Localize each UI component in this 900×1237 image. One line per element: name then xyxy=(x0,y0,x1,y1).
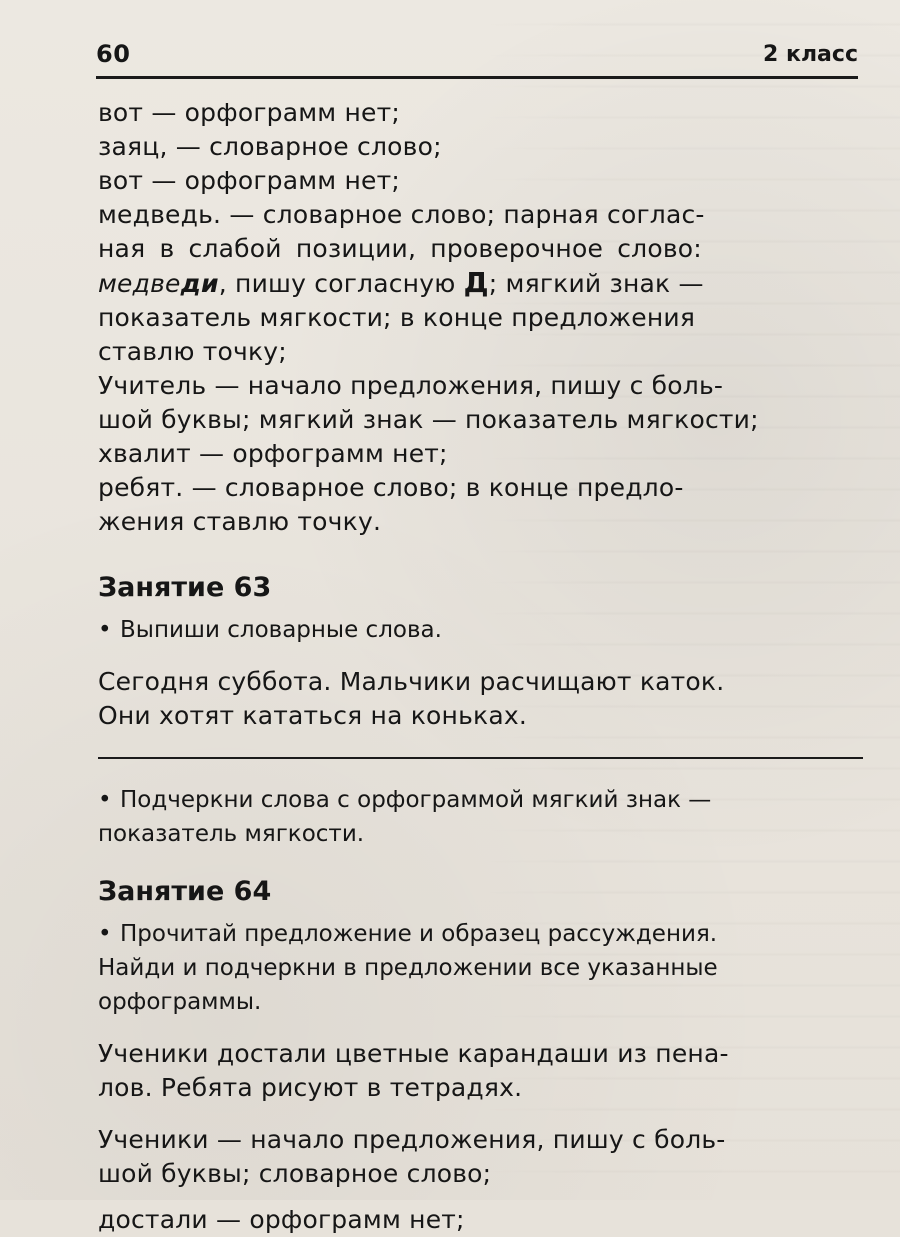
lesson-63-title: Занятие 63 xyxy=(98,572,272,603)
check-word-start: медве xyxy=(98,269,181,298)
text-line: хвалит — орфограмм нет; xyxy=(98,439,448,468)
lesson-63-task xyxy=(98,613,863,647)
bullet-icon: • xyxy=(98,787,112,813)
text-line-with-emphasis xyxy=(98,266,863,301)
lesson-64-title: Занятие 64 xyxy=(98,876,272,907)
text-line: медведь. — словарное слово; парная соглас- xyxy=(98,200,705,229)
text-fragment: , пишу согласную xyxy=(218,269,464,298)
text-line: Учитель — начало предложения, пишу с боль- xyxy=(98,371,724,400)
reasoning-line: достали — орфограмм нет; xyxy=(98,1205,465,1234)
page-content xyxy=(98,96,863,1237)
text-line: ребят. — словарное слово; в конце предло- xyxy=(98,473,684,502)
task-text: Прочитай предложение и образец рассуждения. xyxy=(120,921,718,947)
text-line: ная в слабой позиции, проверочное слово: xyxy=(98,234,702,263)
text-line: заяц, — словарное слово; xyxy=(98,132,442,161)
text-line: жения ставлю точку. xyxy=(98,507,382,536)
bullet-icon: • xyxy=(98,617,112,643)
reasoning-line: Ученики — начало предложения, пишу с боль- xyxy=(98,1125,726,1154)
task-text: Выпиши словарные слова. xyxy=(120,617,442,643)
reasoning-line: шой буквы; словарное слово; xyxy=(98,1159,492,1188)
text-fragment: ; мягкий знак — xyxy=(488,269,704,298)
task-text: Подчеркни слова с орфограммой мягкий знак — xyxy=(120,787,712,813)
bullet-icon: • xyxy=(98,921,112,947)
highlighted-letter: Д xyxy=(463,266,489,299)
check-word-ending: ди xyxy=(180,269,219,298)
page-header xyxy=(96,40,858,80)
lesson-64-task xyxy=(98,917,863,951)
exercise-text-line: Сегодня суббота. Мальчики расчищают каток. xyxy=(98,667,725,696)
text-line: ставлю точку; xyxy=(98,337,287,366)
exercise-text-line: лов. Ребята рисуют в тетрадях. xyxy=(98,1073,523,1102)
lesson-63-task-2 xyxy=(98,783,863,817)
task-text-continued: показатель мягкости. xyxy=(98,821,365,847)
task-text-continued: орфограммы. xyxy=(98,989,262,1015)
exercise-text-line: Они хотят кататься на коньках. xyxy=(98,701,527,730)
task-text-continued: Найди и подчеркни в предложении все указанные xyxy=(98,955,718,981)
header-rule xyxy=(96,76,858,79)
text-line: шой буквы; мягкий знак — показатель мягкости; xyxy=(98,405,759,434)
text-line: показатель мягкости; в конце предложения xyxy=(98,303,696,332)
text-line: вот — орфограмм нет; xyxy=(98,166,401,195)
exercise-text-line: Ученики достали цветные карандаши из пена- xyxy=(98,1039,729,1068)
text-line: вот — орфограмм нет; xyxy=(98,98,401,127)
answer-line xyxy=(98,757,863,759)
check-word xyxy=(98,269,219,298)
grade-label: 2 класс xyxy=(763,42,858,67)
page-number: 60 xyxy=(96,40,131,68)
